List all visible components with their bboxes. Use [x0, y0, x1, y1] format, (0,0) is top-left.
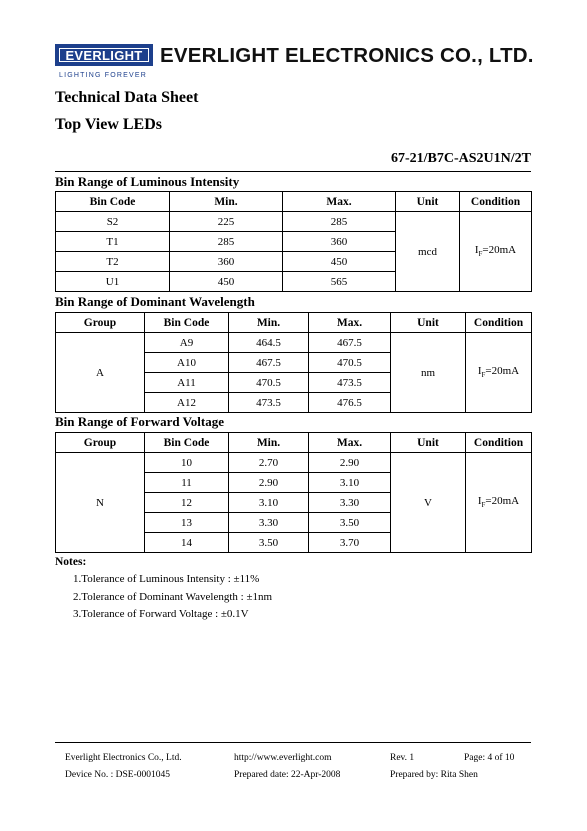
footer-prepared-date: Prepared date: 22-Apr-2008 [234, 770, 341, 780]
luminous-table [55, 191, 532, 292]
min-cell: 285 [170, 232, 283, 252]
table-row [56, 453, 532, 473]
condition-cell: $I_F=20mA$ [466, 453, 532, 553]
footer-revision: Rev. 1 [390, 753, 415, 763]
bin-code-cell: 14 [145, 533, 229, 553]
min-cell: 467.5 [229, 353, 309, 373]
group-cell: A [56, 333, 145, 413]
col-header: Unit [391, 433, 466, 453]
unit-cell: V [391, 453, 466, 553]
bin-code-cell: S2 [56, 212, 170, 232]
max-cell: 3.70 [309, 533, 391, 553]
col-header: Unit [391, 313, 466, 333]
col-header: Max. [309, 433, 391, 453]
voltage-section-title: Bin Range of Forward Voltage [55, 414, 224, 429]
part-number-underline [55, 171, 531, 172]
luminous-section-title: Bin Range of Luminous Intensity [55, 174, 240, 189]
bin-code-cell: T2 [56, 252, 170, 272]
min-cell: 464.5 [229, 333, 309, 353]
min-cell: 3.50 [229, 533, 309, 553]
col-header: Min. [229, 313, 309, 333]
min-cell: 2.70 [229, 453, 309, 473]
col-header: Max. [283, 192, 396, 212]
col-header: Condition [460, 192, 532, 212]
col-header: Max. [309, 313, 391, 333]
wavelength-table [55, 312, 532, 413]
max-cell: 565 [283, 272, 396, 292]
col-header: Min. [170, 192, 283, 212]
max-cell: 2.90 [309, 453, 391, 473]
logo-tagline: LIGHTING FOREVER [59, 72, 148, 79]
bin-code-cell: A9 [145, 333, 229, 353]
max-cell: 285 [283, 212, 396, 232]
part-number: 67-21/B7C-AS2U1N/2T [390, 151, 531, 166]
document-title: Technical Data Sheet [55, 89, 199, 106]
max-cell: 473.5 [309, 373, 391, 393]
footer-divider [55, 742, 531, 743]
document-subtitle: Top View LEDs [55, 116, 162, 133]
max-cell: 3.50 [309, 513, 391, 533]
table-row [56, 212, 532, 232]
company-name: EVERLIGHT ELECTRONICS CO., LTD. [160, 44, 534, 67]
col-header: Min. [229, 433, 309, 453]
footer-prepared-by: Prepared by: Rita Shen [390, 770, 478, 780]
col-header: Condition [466, 433, 532, 453]
max-cell: 467.5 [309, 333, 391, 353]
bin-code-cell: U1 [56, 272, 170, 292]
min-cell: 3.10 [229, 493, 309, 513]
max-cell: 360 [283, 232, 396, 252]
unit-cell: mcd [396, 212, 460, 292]
wavelength-section-title: Bin Range of Dominant Wavelength [55, 294, 255, 309]
max-cell: 450 [283, 252, 396, 272]
table-row [56, 333, 532, 353]
condition-cell: $I_F=20mA$ [460, 212, 532, 292]
notes-title: Notes: [55, 556, 87, 568]
footer-website-link[interactable]: http://www.everlight.com [234, 753, 332, 763]
min-cell: 450 [170, 272, 283, 292]
col-header: Group [56, 313, 145, 333]
bin-code-cell: 13 [145, 513, 229, 533]
col-header: Condition [466, 313, 532, 333]
voltage-table [55, 432, 532, 553]
min-cell: 360 [170, 252, 283, 272]
bin-code-cell: 11 [145, 473, 229, 493]
bin-code-cell: A11 [145, 373, 229, 393]
min-cell: 2.90 [229, 473, 309, 493]
table-header-row [56, 433, 532, 453]
note-item: 1.Tolerance of Luminous Intensity : ±11% [73, 573, 260, 585]
col-header: Unit [396, 192, 460, 212]
min-cell: 3.30 [229, 513, 309, 533]
col-header: Bin Code [56, 192, 170, 212]
condition-cell: $I_F=20mA$ [466, 333, 532, 413]
bin-code-cell: 12 [145, 493, 229, 513]
col-header: Group [56, 433, 145, 453]
min-cell: 473.5 [229, 393, 309, 413]
col-header: Bin Code [145, 433, 229, 453]
company-logo [55, 44, 153, 66]
footer-company: Everlight Electronics Co., Ltd. [65, 753, 182, 763]
max-cell: 476.5 [309, 393, 391, 413]
bin-code-cell: A12 [145, 393, 229, 413]
col-header: Bin Code [145, 313, 229, 333]
min-cell: 225 [170, 212, 283, 232]
logo-text: EVERLIGHT [59, 48, 149, 62]
bin-code-cell: A10 [145, 353, 229, 373]
max-cell: 3.10 [309, 473, 391, 493]
min-cell: 470.5 [229, 373, 309, 393]
bin-code-cell: T1 [56, 232, 170, 252]
bin-code-cell: 10 [145, 453, 229, 473]
max-cell: 3.30 [309, 493, 391, 513]
table-header-row [56, 192, 532, 212]
footer-page-number: Page: 4 of 10 [464, 753, 515, 763]
max-cell: 470.5 [309, 353, 391, 373]
unit-cell: nm [391, 333, 466, 413]
table-header-row [56, 313, 532, 333]
group-cell: N [56, 453, 145, 553]
footer-device-number: Device No. : DSE-0001045 [65, 770, 171, 780]
note-item: 2.Tolerance of Dominant Wavelength : ±1nm [73, 591, 273, 603]
note-item: 3.Tolerance of Forward Voltage : ±0.1V [73, 608, 249, 620]
